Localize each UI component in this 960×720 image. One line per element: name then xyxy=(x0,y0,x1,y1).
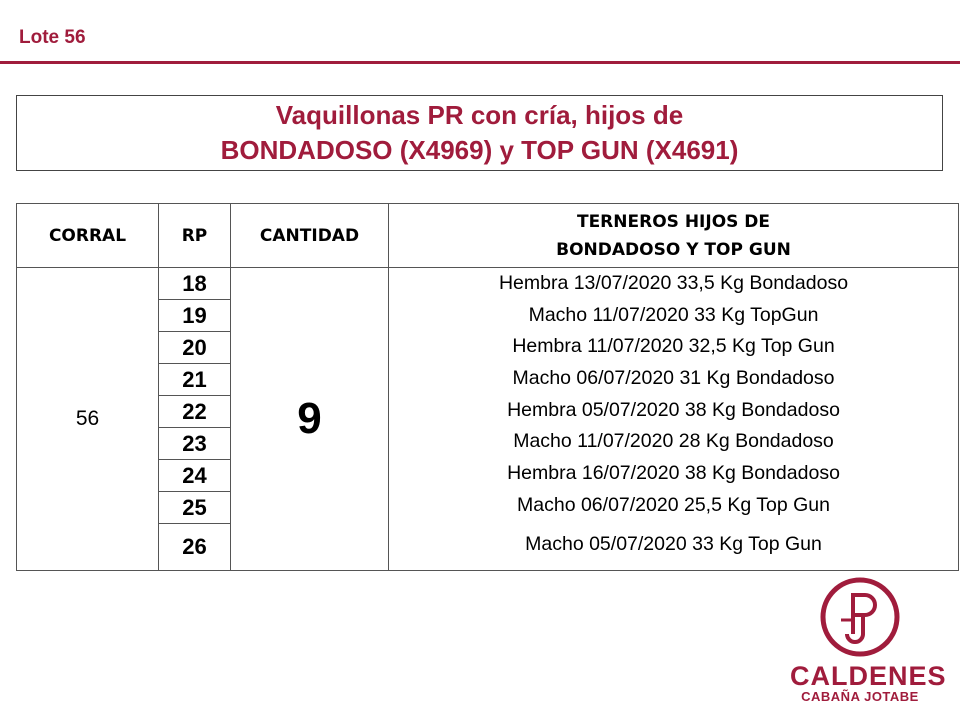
brand-logo xyxy=(790,576,947,706)
ternero-line: Hembra 05/07/2020 38 Kg Bondadoso xyxy=(507,398,840,421)
brand-subtitle: CABAÑA JOTABE xyxy=(801,689,919,704)
rp-cell: 19 xyxy=(159,300,231,332)
corral-cell: 56 xyxy=(17,268,159,571)
header-terneros xyxy=(389,204,959,268)
header-rp: RP xyxy=(159,204,231,268)
ternero-line: Hembra 11/07/2020 32,5 Kg Top Gun xyxy=(512,335,835,358)
ternero-line: Macho 11/07/2020 33 Kg TopGun xyxy=(528,303,819,326)
header-corral: CORRAL xyxy=(17,204,159,268)
table-row xyxy=(17,268,959,300)
lot-title-line-1: Vaquillonas PR con cría, hijos de xyxy=(275,100,684,130)
rp-cell: 18 xyxy=(159,268,231,300)
lot-label: Lote 56 xyxy=(19,27,86,48)
cantidad-cell: 9 xyxy=(231,268,389,571)
rp-cell: 25 xyxy=(159,492,231,524)
rp-cell: 26 xyxy=(159,524,231,571)
lot-title-box xyxy=(16,95,943,171)
lot-table xyxy=(16,203,959,571)
rp-cell: 24 xyxy=(159,460,231,492)
ternero-line: Macho 06/07/2020 25,5 Kg Top Gun xyxy=(517,493,830,516)
rp-cell: 20 xyxy=(159,332,231,364)
ternero-line: Hembra 16/07/2020 38 Kg Bondadoso xyxy=(507,462,840,485)
terneros-cell xyxy=(389,268,959,571)
cabana-brand-mark-icon xyxy=(819,576,901,658)
header-divider xyxy=(0,61,960,64)
lot-title-line-2: BONDADOSO (X4969) y TOP GUN (X4691) xyxy=(220,135,739,165)
rp-cell: 21 xyxy=(159,364,231,396)
header-terneros-line-2: BONDADOSO Y TOP GUN xyxy=(556,239,791,260)
rp-cell: 22 xyxy=(159,396,231,428)
header-terneros-line-1: TERNEROS HIJOS DE xyxy=(576,211,771,232)
ternero-line: Macho 11/07/2020 28 Kg Bondadoso xyxy=(513,430,834,453)
rp-cell: 23 xyxy=(159,428,231,460)
ternero-line: Macho 06/07/2020 31 Kg Bondadoso xyxy=(512,367,835,390)
ternero-line: Macho 05/07/2020 33 Kg Top Gun xyxy=(525,532,822,555)
header-cantidad: CANTIDAD xyxy=(231,204,389,268)
table-header-row xyxy=(17,204,959,268)
ternero-line: Hembra 13/07/2020 33,5 Kg Bondadoso xyxy=(498,272,849,294)
brand-name: CALDENES xyxy=(790,661,947,691)
